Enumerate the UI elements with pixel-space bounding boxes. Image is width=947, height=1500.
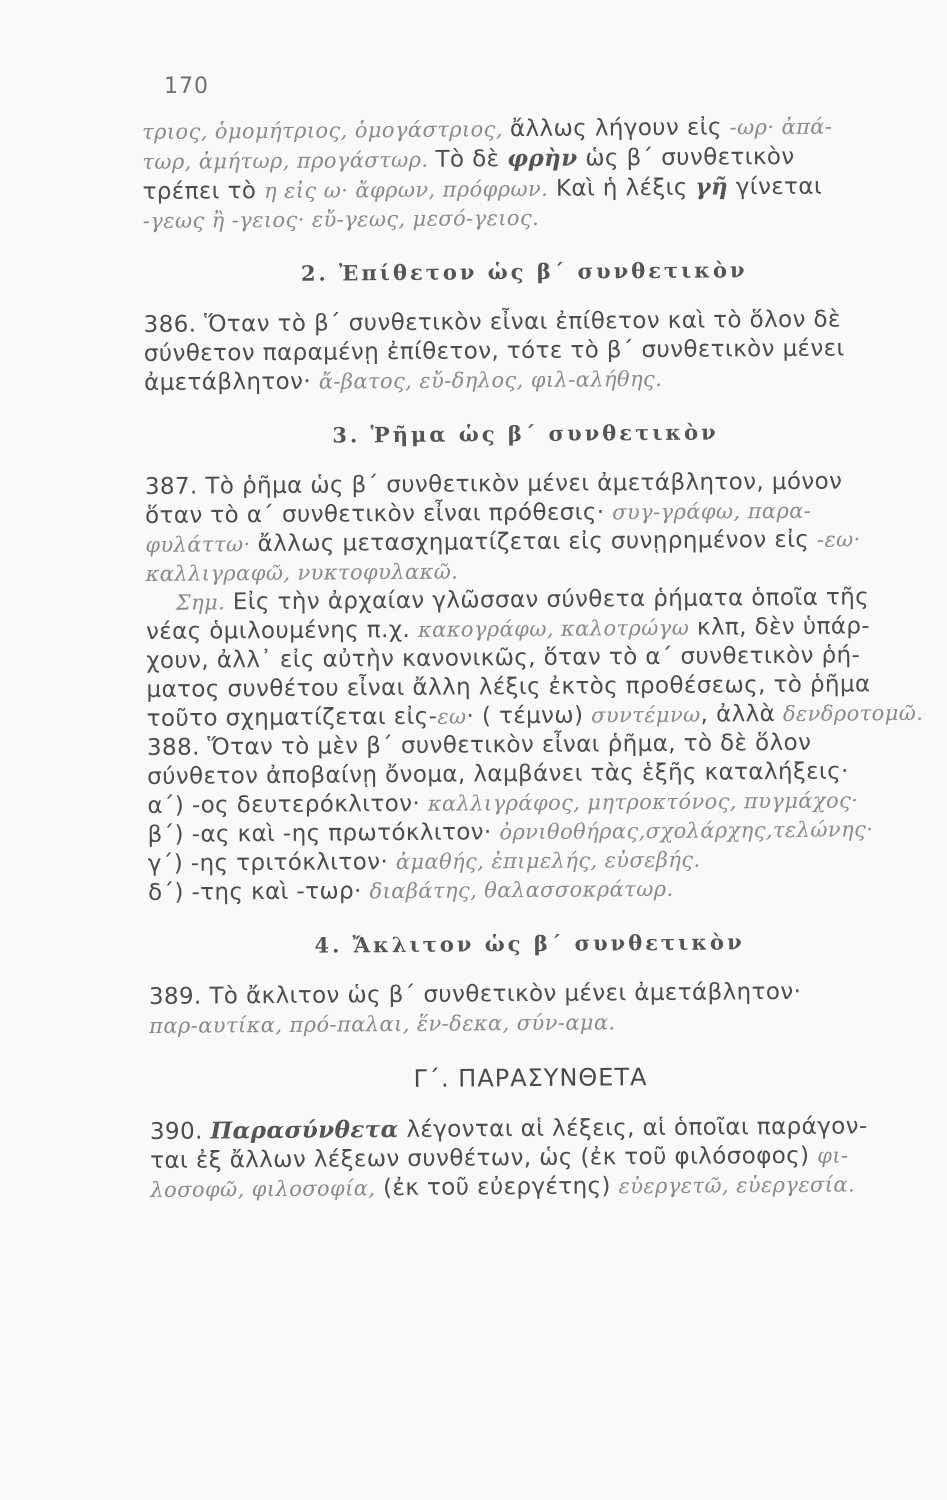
text-line: 387. Τὸ ῥῆμα ὡς β΄ συνθετικὸν μένει ἀμετάβλητον, μόνον	[144, 468, 843, 500]
text-span: γίνεται	[728, 173, 823, 201]
italic-text: τωρ, ἀμήτωρ, προγάστωρ.	[142, 147, 436, 174]
text-span: · ( τέμνω)	[466, 702, 592, 730]
list-item	[148, 873, 910, 908]
text-line	[145, 525, 907, 560]
list-marker: β΄) -ας καὶ -ης πρωτόκλιτον·	[147, 819, 500, 848]
text-span: Εἰς τὴν ἀρχαίαν γλῶσσαν σύνθετα ῥήματα ὁποῖα τῆς	[225, 584, 870, 616]
text-span: Καὶ ἡ λέξις	[548, 174, 696, 202]
italic-text: λοσοφῶ, φιλοσοφία,	[150, 1176, 376, 1202]
bold-italic-term: φρὴν	[507, 144, 578, 173]
text-span: ὅταν τὸ α΄ συνθετικὸν εἶναι πρόθεσις·	[145, 499, 613, 529]
text-span: κλπ, δὲν ὑπάρ-	[689, 613, 871, 641]
text-span: ἀμετάβλητον·	[143, 368, 319, 396]
note-line: χουν, ἀλλ᾽ εἰς αὐτὴν κανονικῶς, ὅταν τὸ α΄ συνθετικὸν ῥή-	[146, 642, 861, 674]
page-body	[142, 112, 924, 1205]
page-number: 170	[164, 74, 209, 99]
section-heading: Γ΄. ΠΑΡΑΣΥΝΘΕΤΑ	[413, 1063, 648, 1093]
text-span: ὡς β΄ συνθετικὸν	[577, 143, 795, 172]
italic-text: -γεως ἢ -γειος· εὔ-γεως, μεσό-γειος.	[142, 205, 540, 233]
text-line	[150, 1170, 912, 1205]
subheading-indeclinable: 4. Ἄκλιτον ὡς β΄ συνθετικὸν	[314, 929, 745, 958]
subheading-verb: 3. Ῥῆμα ὡς β΄ συνθετικὸν	[332, 419, 719, 448]
subheading-adjective: 2. Ἐπίθετον ὡς β΄ συνθετικὸν	[300, 257, 748, 286]
list-marker: γ΄) -ης τριτόκλιτον·	[147, 849, 396, 877]
italic-text: καλλιγράφος, μητροκτόνος, πυγμάχος·	[427, 788, 859, 816]
text-line	[144, 363, 906, 398]
italic-text: διαβάτης, θαλασσοκράτωρ.	[369, 876, 674, 904]
italic-text: καλλιγραφῶ, νυκτοφυλακῶ.	[145, 559, 459, 586]
italic-text: κακογράφω, καλοτρώγω	[417, 615, 690, 642]
text-line	[142, 171, 904, 207]
italic-text: ὀρνιθοθήρας,σχολάρχης,τελώνης·	[499, 817, 874, 845]
italic-text: ἀμαθής, ἐπιμελής, εὐσεβής.	[395, 847, 701, 875]
list-marker: α΄) -ος δευτερόκλιτον·	[147, 790, 428, 819]
note-label: Σημ.	[175, 590, 226, 615]
text-span: (ἐκ τοῦ εὐεργέτης)	[375, 1173, 619, 1202]
text-line: 386. Ὅταν τὸ β΄ συνθετικὸν εἶναι ἐπίθετον καὶ τὸ ὅλον δὲ	[143, 306, 841, 338]
italic-text: εω	[437, 704, 467, 729]
text-span: ἄλλως λήγουν εἰς	[509, 114, 730, 143]
text-span: , ἀλλὰ	[700, 700, 784, 728]
italic-text: τριος, ὁμομήτριος, ὁμογάστριος,	[142, 117, 511, 144]
text-span: ται ἐξ ἄλλων λέξεων συνθέτων, ὡς (ἐκ τοῦ φιλόσοφος)	[150, 1142, 818, 1174]
note-line: ματος συνθέτου εἶναι ἄλλη λέξις ἐκτὸς προθέσεως, τὸ ῥῆμα	[146, 671, 871, 703]
text-line	[143, 201, 905, 236]
italic-text: -ωρ· ἀπά-	[729, 114, 833, 140]
italic-text: η εἰς ω· ἄφρων, πρόφρων.	[263, 176, 549, 204]
text-span: Τὸ δὲ	[435, 146, 508, 173]
text-span: τοῦτο σχηματίζεται εἰς-	[146, 703, 438, 732]
text-line	[149, 1006, 911, 1041]
italic-text: συγ-γράφω, παρα-	[612, 498, 812, 525]
italic-text: φι-	[817, 1143, 849, 1168]
bold-italic-term: γῆ	[695, 173, 729, 201]
text-span: 390.	[149, 1118, 211, 1145]
text-line: 389. Τὸ ἄκλιτον ὡς β΄ συνθετικὸν μένει ἀμετάβλητον·	[148, 978, 802, 1010]
text-span: νέας ὁμιλουμένης π.χ.	[145, 616, 419, 645]
list-item	[148, 815, 910, 850]
text-line: σύνθετον παραμένῃ ἐπίθετον, τότε τὸ β΄ συνθετικὸν μένει	[143, 335, 845, 367]
italic-text: παρ-αυτίκα, πρό-παλαι, ἕν-δεκα, σύν-αμα.	[149, 1010, 616, 1038]
bold-italic-term: Παρασύνθετα	[210, 1116, 399, 1145]
italic-text: -εω·	[816, 527, 861, 552]
italic-text: συντέμνω	[591, 702, 701, 728]
text-span: λέγονται αἱ λέξεις, αἱ ὁποῖαι παράγον-	[398, 1113, 868, 1144]
italic-text: δενδροτομῶ.	[782, 700, 924, 726]
italic-text: εὐεργετῶ, εὐεργεσία.	[618, 1172, 856, 1199]
text-span: τρέπει τὸ	[142, 178, 265, 205]
italic-text: ἄ-βατος, εὔ-δηλος, φιλ-αλήθης.	[318, 366, 663, 394]
text-line: σύνθετον ἀποβαίνῃ ὄνομα, λαμβάνει τὰς ἑξῆς καταλήξεις·	[147, 758, 849, 790]
list-marker: δ΄) -της καὶ -τωρ·	[147, 878, 370, 906]
text-span: ἄλλως μετασχηματίζεται εἰς συνῃρημένον εἰς	[257, 526, 818, 558]
italic-text: φυλάττω·	[145, 532, 258, 557]
text-line: 388. Ὅταν τὸ μὲν β΄ συνθετικὸν εἶναι ῥῆμα, τὸ δὲ ὅλον	[146, 729, 812, 761]
